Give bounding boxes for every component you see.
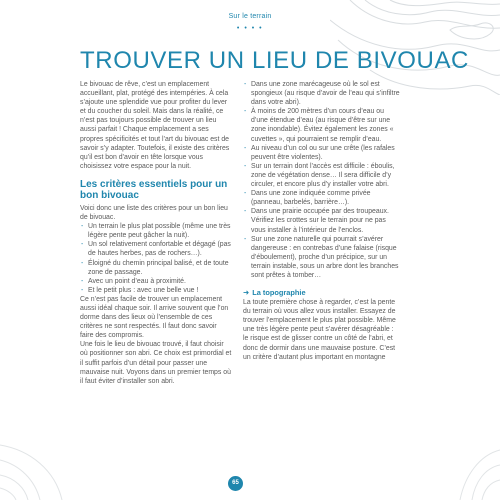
- page-number-badge: 65: [228, 476, 243, 491]
- avoid-item: - Dans une prairie occupée par des troupeaux. Vérifiez les crottes sur le terrain pour ne pas vous installer à l’intérieur de l’enclos.: [243, 207, 400, 234]
- avoid-item: - Sur une zone naturelle qui pourrait s’avérer dangereuse : en contrebas d’une falaise (risque d’éboulement), proche d’un précipice, sur un terrain instable, sous un arbre dont les branches sont prêtes à tomber…: [243, 235, 400, 280]
- criteria-item: - Un terrain le plus plat possible (même une très légère pente peut gâcher la nuit).: [80, 222, 232, 240]
- compromise-paragraph: Ce n’est pas facile de trouver un emplacement aussi idéal chaque soir. Il arrive souvent que l’on dorme dans des lieux où l’ensemble de ces critères ne sont respectés. Il faut donc savoir faire des compromis.: [80, 295, 229, 340]
- topography-paragraph: La toute première chose à regarder, c’est la pente du terrain où vous allez vous installer. Essayez de trouver l’emplacement le plus plat possible. Même une très légère pente peut s’avérer désagréable : le risque est de glisser contre un côté de l’abri, et donc de dormir dans une mauvaise posture. C’est un critère d’autant plus important en montagne: [243, 299, 396, 361]
- topography-heading-label: La topographie: [252, 288, 306, 298]
- topographic-lines-bottom-right: [420, 440, 500, 500]
- avoid-item: - Dans une zone indiquée comme privée (panneau, barbelés, barrière…).: [243, 189, 400, 207]
- avoid-item: - Dans une zone marécageuse où le sol est spongieux (au risque d’avoir de l’eau qui s’infiltre dans votre abri).: [243, 80, 400, 107]
- criteria-heading: Les critères essentiels pour un bon bivouac: [80, 178, 228, 202]
- avoid-list: [243, 80, 400, 280]
- kicker-dots: • • • •: [236, 25, 264, 32]
- shelter-paragraph: Une fois le lieu de bivouac trouvé, il faut choisir où positionner son abri. Ce choix est primordial et il suffit parfois d’un détail pour passer une mauvaise nuit. Voyons dans un premier temps où il faut éviter d’installer son abri.: [80, 341, 232, 385]
- criteria-list: [80, 222, 232, 295]
- arrow-right-icon: ➜: [243, 288, 250, 298]
- avoid-item: - À moins de 200 mètres d’un cours d’eau ou d’une étendue d’eau (au risque d’être sur une zone inondable). Évitez également les zones « cuvettes », qui pourraient se remplir d’eau.: [243, 107, 400, 143]
- criteria-item: - Éloigné du chemin principal balisé, et de toute zone de passage.: [80, 259, 232, 277]
- avoid-item: - Au niveau d’un col ou sur une crête (les rafales peuvent être violentes).: [243, 144, 400, 162]
- criteria-item: - Et le petit plus : avec une belle vue !: [80, 286, 232, 295]
- right-column: [243, 80, 400, 362]
- criteria-item: - Un sol relativement confortable et dégagé (pas de hautes herbes, pas de rochers…).: [80, 240, 232, 258]
- criteria-item: - Avec un point d’eau à proximité.: [80, 277, 232, 286]
- intro-paragraph: Le bivouac de rêve, c’est un emplacement accueillant, plat, protégé des intempéries. À cela s’ajoute une splendide vue pour profiter du lever et du coucher du soleil. Mais dans la réalité, ce n’est pas toujours possible de trouver un lieu aussi parfait ! Chaque emplacement a ses propres spécificités et tout l’art du bivouac est de savoir s’y adapter. Toutefois, il existe des critères qu’il est bon d’avoir en tête lorsque vous choisissez votre espace pour la nuit.: [80, 81, 230, 170]
- topography-heading: [243, 288, 400, 297]
- section-kicker: Sur le terrain: [228, 13, 272, 20]
- criteria-lead: Voici donc une liste des critères pour un bon lieu de bivouac.: [80, 204, 228, 222]
- avoid-item: - Sur un terrain dont l’accès est difficile : éboulis, zone de végétation dense… Il sera difficile d’y circuler, et encore plus d’y installer votre abri.: [243, 162, 400, 189]
- topographic-lines-bottom-left: [0, 430, 90, 500]
- left-column: [80, 80, 232, 386]
- page-title: TROUVER UN LIEU DE BIVOUAC: [80, 47, 469, 74]
